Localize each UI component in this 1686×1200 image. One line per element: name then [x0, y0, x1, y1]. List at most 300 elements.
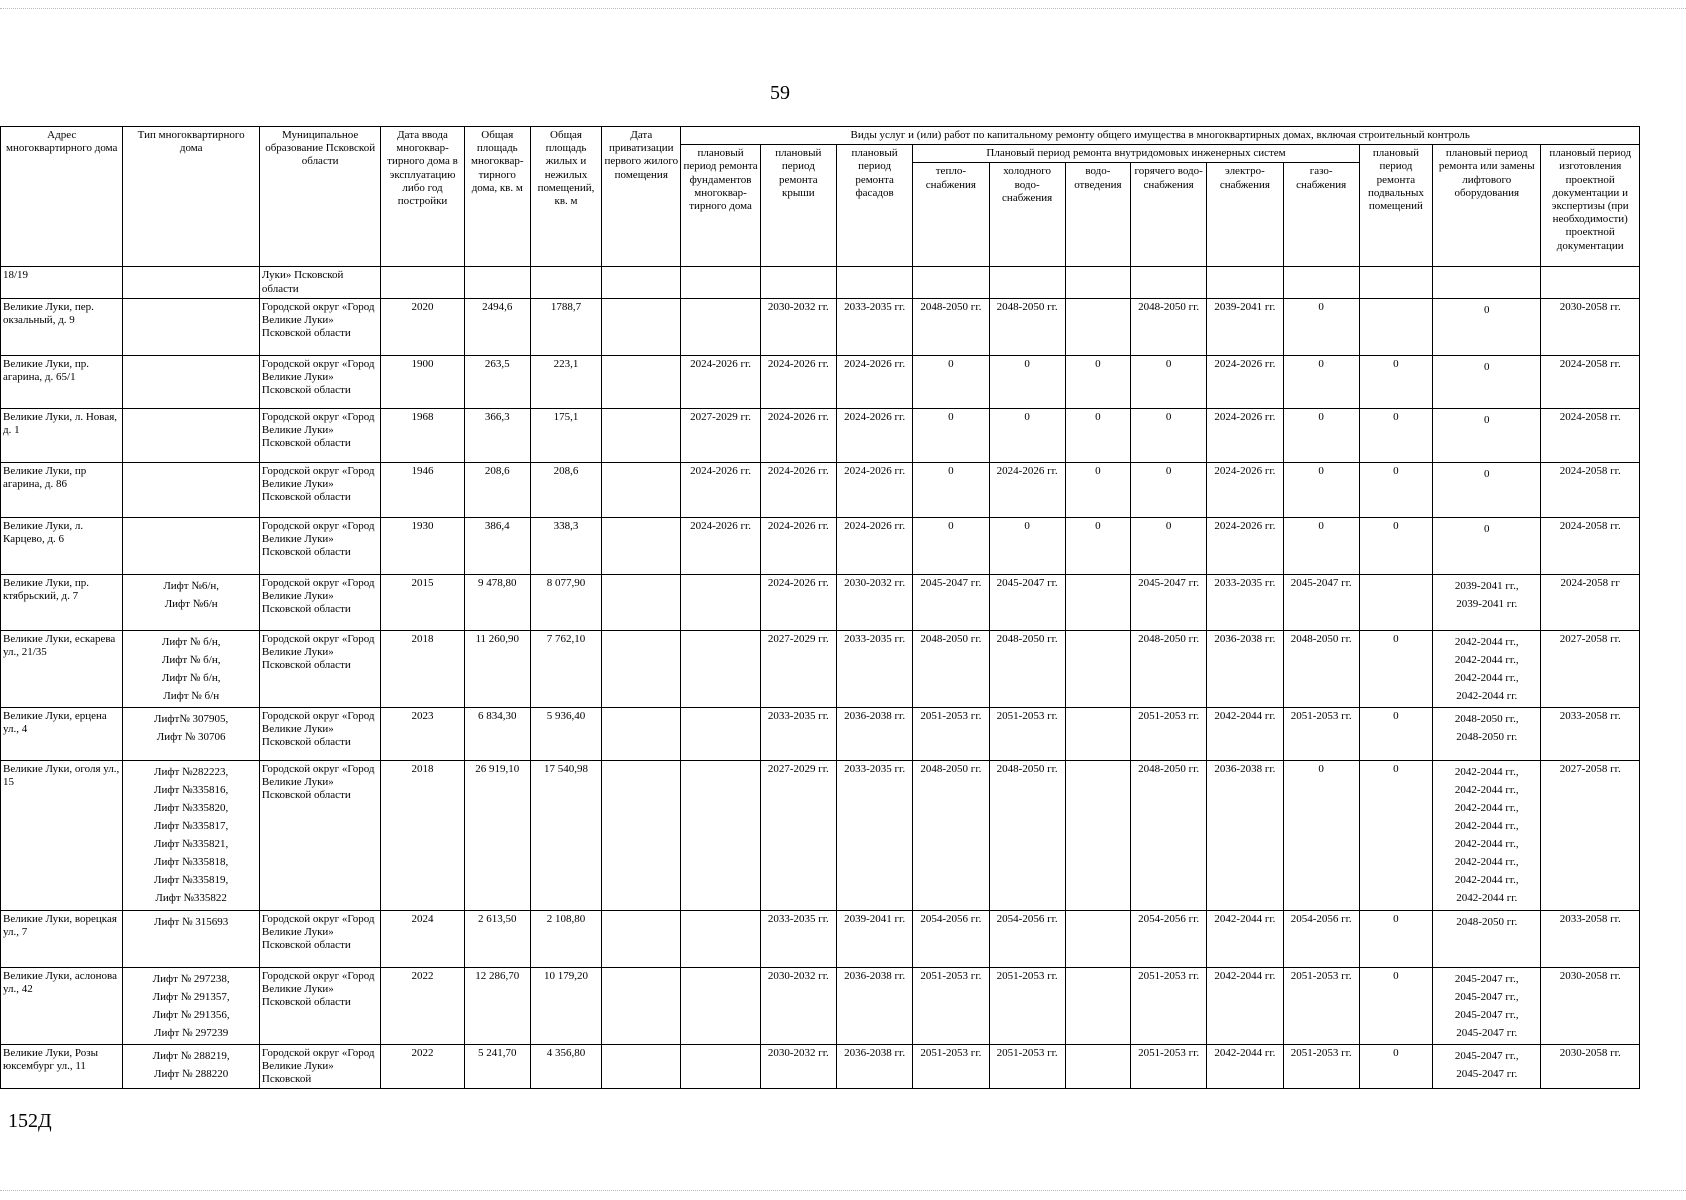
elevator-period: 2048-2050 гг.: [1456, 915, 1518, 928]
row-roof: 2030-2032 гг.: [760, 298, 836, 355]
row-total-area: 366,3: [464, 408, 530, 462]
elevator-period: 2048-2050 гг.: [1456, 730, 1518, 743]
row-drainage: [1065, 630, 1130, 707]
row-heat: 2045-2047 гг.: [913, 574, 989, 630]
header-type: Тип многоквартирного дома: [123, 127, 259, 267]
row-drainage: [1065, 1044, 1130, 1089]
row-privatization: [602, 967, 681, 1044]
row-basement: 0: [1359, 462, 1432, 517]
row-facade: 2033-2035 гг.: [836, 298, 912, 355]
row-facade: 2033-2035 гг.: [836, 630, 912, 707]
row-cold-water: 2048-2050 гг.: [989, 630, 1065, 707]
row-total-area: 9 478,80: [464, 574, 530, 630]
row-privatization: [602, 408, 681, 462]
table-row: [1, 707, 1640, 760]
row-type: [123, 910, 259, 967]
elevator-id: Лифт № б/н,: [161, 671, 221, 684]
row-type: [123, 408, 259, 462]
header-address: Адрес многоквартирного дома: [1, 127, 123, 267]
elevator-id: Лифт №335822: [155, 891, 227, 904]
row-hot-water: 2051-2053 гг.: [1131, 707, 1207, 760]
row-elevator: [1433, 517, 1541, 574]
row-gas: 0: [1283, 298, 1359, 355]
row-year: 1930: [381, 517, 464, 574]
row-heat: 0: [913, 355, 989, 408]
row-electric: 2042-2044 гг.: [1207, 910, 1283, 967]
row-address: 18/19: [1, 267, 123, 298]
row-design: 2033-2058 гг.: [1541, 910, 1640, 967]
elevator-id: Лифт №335816,: [154, 783, 229, 796]
row-total-area: 5 241,70: [464, 1044, 530, 1089]
row-design: 2030-2058 гг.: [1541, 967, 1640, 1044]
row-facade: 2024-2026 гг.: [836, 517, 912, 574]
row-privatization: [602, 355, 681, 408]
row-cold-water: 2024-2026 гг.: [989, 462, 1065, 517]
row-living-area: 208,6: [530, 462, 601, 517]
row-roof: 2027-2029 гг.: [760, 630, 836, 707]
row-type: [123, 267, 259, 298]
row-roof: 2024-2026 гг.: [760, 408, 836, 462]
row-heat: 0: [913, 517, 989, 574]
row-design: [1541, 267, 1640, 298]
elevator-id: Лифт № б/н,: [161, 635, 221, 648]
row-electric: 2036-2038 гг.: [1207, 760, 1283, 910]
row-heat: [913, 267, 989, 298]
row-heat: 2048-2050 гг.: [913, 630, 989, 707]
row-year: 2018: [381, 630, 464, 707]
row-elevator: [1433, 574, 1541, 630]
row-hot-water: 2048-2050 гг.: [1131, 298, 1207, 355]
row-type: [123, 707, 259, 760]
row-address: Великие Луки, оголя ул., 15: [1, 760, 123, 910]
row-facade: 2024-2026 гг.: [836, 462, 912, 517]
scan-edge-top: [0, 0, 1686, 9]
row-municipality: Луки» Псковской области: [259, 267, 380, 298]
row-design: 2024-2058 гг.: [1541, 462, 1640, 517]
row-roof: 2027-2029 гг.: [760, 760, 836, 910]
row-heat: 0: [913, 462, 989, 517]
header-basement: плановый период ремонта подвальных помещений: [1359, 145, 1432, 267]
scan-edge-bottom: [0, 1190, 1686, 1192]
elevator-period: 2045-2047 гг.,: [1454, 990, 1519, 1003]
row-municipality: Городской округ «Город Великие Луки» Псковской области: [259, 967, 380, 1044]
table-row: [1, 760, 1640, 910]
row-privatization: [602, 267, 681, 298]
row-electric: 2042-2044 гг.: [1207, 1044, 1283, 1089]
elevator-period: 2042-2044 гг.,: [1454, 801, 1519, 814]
elevator-id: Лифт №6/н: [164, 597, 218, 610]
elevator-id: Лифт № б/н: [163, 689, 220, 702]
row-gas: [1283, 267, 1359, 298]
row-address: Великие Луки, л. Новая, д. 1: [1, 408, 123, 462]
row-elevator: [1433, 267, 1541, 298]
row-living-area: 175,1: [530, 408, 601, 462]
elevator-period: 0: [1484, 360, 1490, 373]
row-facade: 2030-2032 гг.: [836, 574, 912, 630]
row-municipality: Городской округ «Город Великие Луки» Псковской области: [259, 760, 380, 910]
row-basement: 0: [1359, 707, 1432, 760]
row-living-area: 4 356,80: [530, 1044, 601, 1089]
row-cold-water: 2051-2053 гг.: [989, 1044, 1065, 1089]
row-heat: 2051-2053 гг.: [913, 707, 989, 760]
row-hot-water: 2051-2053 гг.: [1131, 967, 1207, 1044]
table-row: [1, 355, 1640, 408]
row-roof: [760, 267, 836, 298]
header-total-area: Общая площадь многоквар-тирного дома, кв. м: [464, 127, 530, 267]
row-electric: 2036-2038 гг.: [1207, 630, 1283, 707]
row-address: Великие Луки, аслонова ул., 42: [1, 967, 123, 1044]
row-year: 2024: [381, 910, 464, 967]
row-cold-water: 2054-2056 гг.: [989, 910, 1065, 967]
elevator-period: 2039-2041 гг.,: [1454, 579, 1519, 592]
row-hot-water: [1131, 267, 1207, 298]
row-foundation: [681, 967, 760, 1044]
row-gas: 0: [1283, 355, 1359, 408]
row-foundation: [681, 298, 760, 355]
row-facade: 2036-2038 гг.: [836, 707, 912, 760]
row-year: 1946: [381, 462, 464, 517]
row-living-area: 1788,7: [530, 298, 601, 355]
row-heat: 2051-2053 гг.: [913, 967, 989, 1044]
row-address: Великие Луки, пр. ктябрьский, д. 7: [1, 574, 123, 630]
row-foundation: [681, 1044, 760, 1089]
row-total-area: 2494,6: [464, 298, 530, 355]
row-living-area: [530, 267, 601, 298]
row-electric: 2024-2026 гг.: [1207, 462, 1283, 517]
row-municipality: Городской округ «Город Великие Луки» Псковской области: [259, 408, 380, 462]
header-systems-group: Плановый период ремонта внутридомовых инженерных систем: [913, 145, 1360, 163]
row-electric: 2042-2044 гг.: [1207, 707, 1283, 760]
row-cold-water: 2051-2053 гг.: [989, 707, 1065, 760]
row-facade: 2033-2035 гг.: [836, 760, 912, 910]
row-elevator: [1433, 408, 1541, 462]
row-municipality: Городской округ «Город Великие Луки» Псковской области: [259, 355, 380, 408]
header-hot-water: горячего водо-снабжения: [1131, 163, 1207, 267]
row-cold-water: 2048-2050 гг.: [989, 298, 1065, 355]
row-year: 2022: [381, 1044, 464, 1089]
row-gas: 2051-2053 гг.: [1283, 967, 1359, 1044]
row-basement: [1359, 267, 1432, 298]
row-gas: 0: [1283, 408, 1359, 462]
row-drainage: [1065, 298, 1130, 355]
row-gas: 0: [1283, 462, 1359, 517]
row-design: 2033-2058 гг.: [1541, 707, 1640, 760]
row-roof: 2024-2026 гг.: [760, 355, 836, 408]
row-type: [123, 967, 259, 1044]
row-year: 1900: [381, 355, 464, 408]
header-design: плановый период изготовления проектной документации и экспертизы (при необходимости) проектной документации: [1541, 145, 1640, 267]
row-foundation: 2027-2029 гг.: [681, 408, 760, 462]
elevator-period: 2045-2047 гг.: [1456, 1026, 1518, 1039]
row-municipality: Городской округ «Город Великие Луки» Псковской области: [259, 517, 380, 574]
row-elevator: [1433, 967, 1541, 1044]
row-elevator: [1433, 910, 1541, 967]
row-privatization: [602, 298, 681, 355]
row-basement: 0: [1359, 910, 1432, 967]
row-municipality: Городской округ «Город Великие Луки» Псковской области: [259, 630, 380, 707]
elevator-period: 2048-2050 гг.,: [1454, 712, 1519, 725]
row-foundation: [681, 574, 760, 630]
row-roof: 2024-2026 гг.: [760, 517, 836, 574]
row-type: [123, 298, 259, 355]
header-living-area: Общая площадь жилых и нежилых помещений, кв. м: [530, 127, 601, 267]
footer-code: 152Д: [8, 1110, 52, 1132]
elevator-id: Лифт № 315693: [154, 915, 229, 928]
elevator-id: Лифт № 297238,: [152, 972, 230, 985]
row-heat: 0: [913, 408, 989, 462]
row-gas: 2048-2050 гг.: [1283, 630, 1359, 707]
table-row: [1, 1044, 1640, 1089]
table-row: [1, 408, 1640, 462]
row-elevator: [1433, 630, 1541, 707]
row-elevator: [1433, 707, 1541, 760]
row-privatization: [602, 574, 681, 630]
elevator-period: 2042-2044 гг.,: [1454, 819, 1519, 832]
table-row: [1, 517, 1640, 574]
row-design: 2024-2058 гг: [1541, 574, 1640, 630]
header-services-group: Виды услуг и (или) работ по капитальному ремонту общего имущества в многоквартирных домах, включая строительный контроль: [681, 127, 1640, 145]
row-cold-water: 0: [989, 517, 1065, 574]
page-number: 59: [770, 82, 790, 104]
header-heat: тепло-снабжения: [913, 163, 989, 267]
row-elevator: [1433, 462, 1541, 517]
row-design: 2024-2058 гг.: [1541, 355, 1640, 408]
row-drainage: 0: [1065, 517, 1130, 574]
elevator-period: 2042-2044 гг.,: [1454, 837, 1519, 850]
row-type: [123, 355, 259, 408]
row-living-area: 2 108,80: [530, 910, 601, 967]
row-basement: 0: [1359, 355, 1432, 408]
row-basement: 0: [1359, 1044, 1432, 1089]
row-elevator: [1433, 760, 1541, 910]
header-municipality: Муниципальное образование Псковской области: [259, 127, 380, 267]
row-foundation: [681, 630, 760, 707]
table-row: [1, 574, 1640, 630]
row-facade: 2039-2041 гг.: [836, 910, 912, 967]
row-drainage: 0: [1065, 355, 1130, 408]
row-type: [123, 760, 259, 910]
row-basement: 0: [1359, 630, 1432, 707]
row-address: Великие Луки, ескарева ул., 21/35: [1, 630, 123, 707]
row-hot-water: 0: [1131, 462, 1207, 517]
elevator-id: Лифт №6/н,: [163, 579, 220, 592]
row-living-area: 7 762,10: [530, 630, 601, 707]
row-facade: 2036-2038 гг.: [836, 967, 912, 1044]
row-electric: 2039-2041 гг.: [1207, 298, 1283, 355]
row-hot-water: 2054-2056 гг.: [1131, 910, 1207, 967]
header-privatization: Дата приватизации первого жилого помещения: [602, 127, 681, 267]
row-year: 2020: [381, 298, 464, 355]
row-privatization: [602, 630, 681, 707]
elevator-id: Лифт № 30706: [156, 730, 226, 743]
elevator-id: Лифт №335821,: [154, 837, 229, 850]
row-municipality: Городской округ «Город Великие Луки» Псковской области: [259, 574, 380, 630]
row-total-area: 263,5: [464, 355, 530, 408]
row-year: 2023: [381, 707, 464, 760]
row-foundation: [681, 760, 760, 910]
row-cold-water: [989, 267, 1065, 298]
row-living-area: 8 077,90: [530, 574, 601, 630]
elevator-period: 2045-2047 гг.,: [1454, 972, 1519, 985]
row-total-area: 26 919,10: [464, 760, 530, 910]
row-basement: 0: [1359, 517, 1432, 574]
row-cold-water: 2045-2047 гг.: [989, 574, 1065, 630]
header-facade: плановый период ремонта фасадов: [836, 145, 912, 267]
elevator-period: 2045-2047 гг.,: [1454, 1049, 1519, 1062]
row-foundation: 2024-2026 гг.: [681, 517, 760, 574]
row-design: 2030-2058 гг.: [1541, 1044, 1640, 1089]
row-cold-water: 0: [989, 355, 1065, 408]
elevator-id: Лифт № 291356,: [152, 1008, 230, 1021]
row-type: [123, 517, 259, 574]
row-cold-water: 0: [989, 408, 1065, 462]
row-year: 2022: [381, 967, 464, 1044]
row-type: [123, 462, 259, 517]
row-year: [381, 267, 464, 298]
row-total-area: [464, 267, 530, 298]
elevator-period: 2042-2044 гг.,: [1454, 671, 1519, 684]
row-address: Великие Луки, Розы юксембург ул., 11: [1, 1044, 123, 1089]
row-basement: 0: [1359, 760, 1432, 910]
row-total-area: 12 286,70: [464, 967, 530, 1044]
row-living-area: 223,1: [530, 355, 601, 408]
row-electric: 2024-2026 гг.: [1207, 408, 1283, 462]
row-cold-water: 2048-2050 гг.: [989, 760, 1065, 910]
row-cold-water: 2051-2053 гг.: [989, 967, 1065, 1044]
row-drainage: [1065, 967, 1130, 1044]
row-heat: 2054-2056 гг.: [913, 910, 989, 967]
row-total-area: 6 834,30: [464, 707, 530, 760]
row-hot-water: 2048-2050 гг.: [1131, 630, 1207, 707]
row-design: 2030-2058 гг.: [1541, 298, 1640, 355]
row-roof: 2030-2032 гг.: [760, 1044, 836, 1089]
row-drainage: 0: [1065, 462, 1130, 517]
row-hot-water: 2051-2053 гг.: [1131, 1044, 1207, 1089]
header-commissioning: Дата ввода многоквар-тирного дома в эксплуатацию либо год постройки: [381, 127, 464, 267]
elevator-period: 2042-2044 гг.,: [1454, 765, 1519, 778]
row-total-area: 11 260,90: [464, 630, 530, 707]
row-gas: 2051-2053 гг.: [1283, 1044, 1359, 1089]
row-foundation: 2024-2026 гг.: [681, 462, 760, 517]
row-living-area: 338,3: [530, 517, 601, 574]
row-electric: 2024-2026 гг.: [1207, 517, 1283, 574]
row-year: 2015: [381, 574, 464, 630]
table-row: [1, 967, 1640, 1044]
row-roof: 2024-2026 гг.: [760, 462, 836, 517]
row-privatization: [602, 517, 681, 574]
row-hot-water: 0: [1131, 408, 1207, 462]
row-municipality: Городской округ «Город Великие Луки» Псковской области: [259, 910, 380, 967]
row-foundation: [681, 910, 760, 967]
elevator-period: 2039-2041 гг.: [1456, 597, 1518, 610]
row-municipality: Городской округ «Город Великие Луки» Псковской области: [259, 707, 380, 760]
row-year: 1968: [381, 408, 464, 462]
row-privatization: [602, 707, 681, 760]
row-design: 2024-2058 гг.: [1541, 408, 1640, 462]
row-drainage: 0: [1065, 408, 1130, 462]
row-roof: 2033-2035 гг.: [760, 707, 836, 760]
row-type: [123, 630, 259, 707]
elevator-id: Лифт № 291357,: [152, 990, 230, 1003]
row-basement: 0: [1359, 408, 1432, 462]
elevator-id: Лифт № 297239: [154, 1026, 229, 1039]
row-roof: 2024-2026 гг.: [760, 574, 836, 630]
elevator-period: 2045-2047 гг.: [1456, 1067, 1518, 1080]
elevator-period: 0: [1484, 522, 1490, 535]
row-hot-water: 2045-2047 гг.: [1131, 574, 1207, 630]
row-hot-water: 0: [1131, 355, 1207, 408]
elevator-id: Лифт № б/н,: [161, 653, 221, 666]
row-foundation: 2024-2026 гг.: [681, 355, 760, 408]
row-gas: 2054-2056 гг.: [1283, 910, 1359, 967]
row-municipality: Городской округ «Город Великие Луки» Псковской области: [259, 298, 380, 355]
row-gas: 0: [1283, 760, 1359, 910]
row-year: 2018: [381, 760, 464, 910]
row-electric: 2042-2044 гг.: [1207, 967, 1283, 1044]
row-design: 2027-2058 гг.: [1541, 760, 1640, 910]
elevator-id: Лифт№ 307905,: [154, 712, 229, 725]
elevator-period: 2042-2044 гг.,: [1454, 653, 1519, 666]
row-privatization: [602, 1044, 681, 1089]
elevator-id: Лифт №282223,: [154, 765, 229, 778]
elevator-period: 2042-2044 гг.: [1456, 689, 1518, 702]
row-basement: [1359, 298, 1432, 355]
elevator-id: Лифт №335820,: [154, 801, 229, 814]
elevator-period: 2042-2044 гг.: [1456, 891, 1518, 904]
table-row: [1, 630, 1640, 707]
table-row: [1, 298, 1640, 355]
row-privatization: [602, 910, 681, 967]
row-type: [123, 1044, 259, 1089]
row-type: [123, 574, 259, 630]
elevator-period: 2042-2044 гг.,: [1454, 855, 1519, 868]
row-living-area: 17 540,98: [530, 760, 601, 910]
row-total-area: 208,6: [464, 462, 530, 517]
row-privatization: [602, 760, 681, 910]
row-heat: 2051-2053 гг.: [913, 1044, 989, 1089]
elevator-id: Лифт № 288219,: [152, 1049, 230, 1062]
row-facade: [836, 267, 912, 298]
elevator-period: 0: [1484, 467, 1490, 480]
header-gas: газо-снабжения: [1283, 163, 1359, 267]
row-privatization: [602, 462, 681, 517]
elevator-period: 2045-2047 гг.,: [1454, 1008, 1519, 1021]
elevator-period: 2042-2044 гг.,: [1454, 873, 1519, 886]
row-foundation: [681, 707, 760, 760]
row-roof: 2033-2035 гг.: [760, 910, 836, 967]
row-gas: 2051-2053 гг.: [1283, 707, 1359, 760]
elevator-id: Лифт №335819,: [154, 873, 229, 886]
row-roof: 2030-2032 гг.: [760, 967, 836, 1044]
header-foundation: плановый период ремонта фундаментов многоквар-тирного дома: [681, 145, 760, 267]
row-heat: 2048-2050 гг.: [913, 298, 989, 355]
row-address: Великие Луки, пр. агарина, д. 65/1: [1, 355, 123, 408]
table-row: [1, 267, 1640, 298]
capital-repair-table: [0, 126, 1640, 1089]
header-drainage: водо-отведения: [1065, 163, 1130, 267]
row-living-area: 10 179,20: [530, 967, 601, 1044]
row-facade: 2036-2038 гг.: [836, 1044, 912, 1089]
table-row: [1, 462, 1640, 517]
row-basement: 0: [1359, 967, 1432, 1044]
row-municipality: Городской округ «Город Великие Луки» Псковской области: [259, 462, 380, 517]
row-electric: 2033-2035 гг.: [1207, 574, 1283, 630]
row-electric: 2024-2026 гг.: [1207, 355, 1283, 408]
table-row: [1, 910, 1640, 967]
row-drainage: [1065, 707, 1130, 760]
row-address: Великие Луки, пер. окзальный, д. 9: [1, 298, 123, 355]
row-design: 2024-2058 гг.: [1541, 517, 1640, 574]
